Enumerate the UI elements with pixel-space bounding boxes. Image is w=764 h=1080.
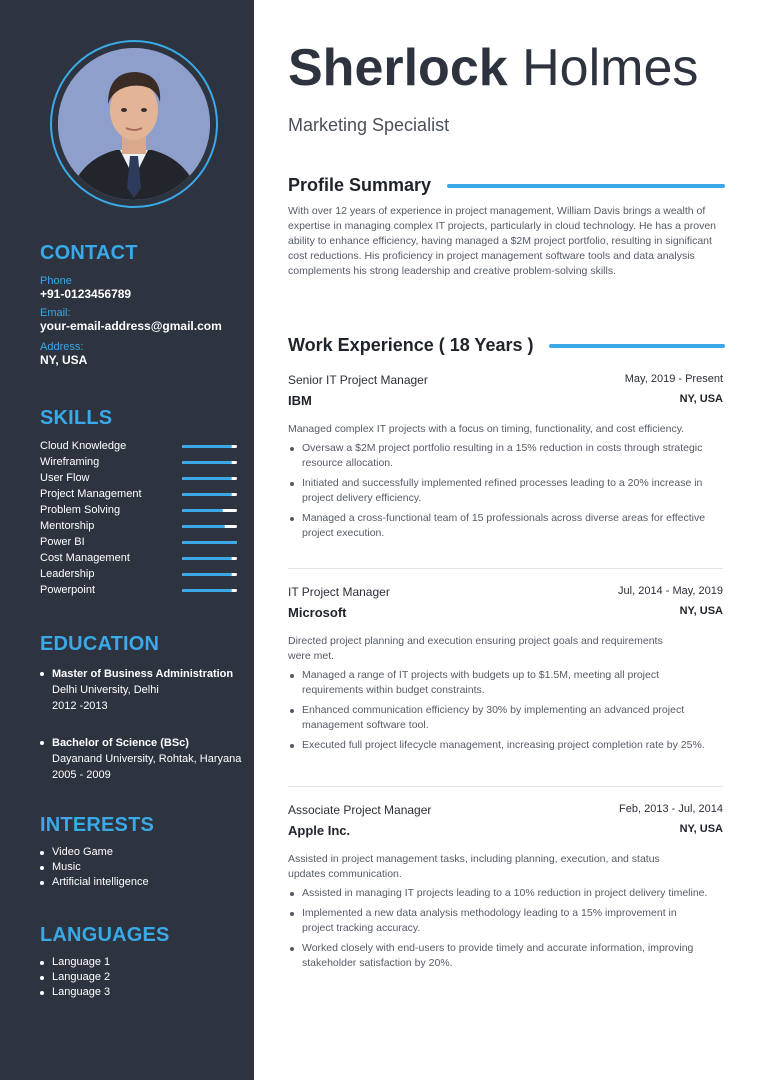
languages-list [40,955,250,1000]
interests-section [40,814,250,890]
skill-level-bar [182,573,237,576]
language-item: Language 2 [40,970,250,985]
skill-row [40,518,250,534]
education-years: 2005 - 2009 [52,769,111,781]
address-label: Address: [40,341,84,353]
skill-row [40,454,250,470]
job-bullets [288,441,723,541]
job-bullet: Managed a cross-functional team of 15 professionals across diverse areas for effective project execution. [288,511,708,541]
skill-level-bar [182,509,237,512]
job-company: Apple Inc. [288,823,351,838]
skill-level-fill [182,557,232,560]
skill-row [40,550,250,566]
education-section [40,633,250,783]
section-divider-line [447,184,725,188]
job-dates: Feb, 2013 - Jul, 2014 [619,803,723,815]
person-portrait-icon [58,48,210,200]
job-description: Directed project planning and execution ensuring project goals and requirements were met. [288,635,663,662]
skill-name: Power BI [40,536,85,548]
job-bullet: Managed a range of IT projects with budgets up to $1.5M, meeting all project requirements within budget constraints. [288,668,708,698]
skill-row [40,438,250,454]
skill-level-fill [182,541,237,544]
job-title: Marketing Specialist [288,115,450,135]
address-value: NY, USA [40,353,88,367]
job-bullet: Enhanced communication efficiency by 30% by implementing an advanced project management software tool. [288,703,708,733]
language-item: Language 1 [40,955,250,970]
job-dates: May, 2019 - Present [624,373,723,385]
job-bullet: Oversaw a $2M project portfolio resulting in a 15% reduction in costs through strategic resource allocation. [288,441,708,471]
job-bullet: Implemented a new data analysis methodology leading to a 15% improvement in project tracking accuracy. [288,906,708,936]
phone-label: Phone [40,275,72,287]
skill-name: Mentorship [40,520,95,532]
job-company: Microsoft [288,605,347,620]
summary-heading: Profile Summary [288,175,432,195]
job-location: NY, USA [679,823,723,835]
contact-heading: CONTACT [40,242,138,264]
job-entry [288,803,723,976]
skill-name: Problem Solving [40,504,121,516]
job-description: Managed complex IT projects with a focus on timing, functionality, and cost efficiency. [288,423,685,435]
skill-row [40,470,250,486]
education-item [40,666,250,714]
interest-item: Music [40,860,250,875]
job-bullets [288,886,723,971]
full-name [288,38,698,98]
skills-heading: SKILLS [40,407,113,429]
skill-level-fill [182,525,225,528]
job-bullet: Assisted in managing IT projects leading to a 10% reduction in project delivery timeline. [288,886,708,901]
skill-level-fill [182,573,232,576]
job-divider [288,568,723,569]
skill-level-bar [182,589,237,592]
job-entry [288,585,723,758]
job-bullet: Worked closely with end-users to provide timely and accurate information, improving stakeholder satisfaction by 20%. [288,941,708,971]
education-item [40,735,250,783]
skill-name: Powerpoint [40,584,96,596]
skill-level-bar [182,445,237,448]
skills-list [40,438,250,598]
skill-level-fill [182,493,232,496]
job-location: NY, USA [679,605,723,617]
skill-level-bar [182,541,237,544]
skill-level-bar [182,493,237,496]
skill-name: Cloud Knowledge [40,440,127,452]
skills-section [40,407,250,598]
skill-level-bar [182,477,237,480]
interests-heading: INTERESTS [40,814,155,836]
interest-item: Video Game [40,845,250,860]
skill-row [40,582,250,598]
education-heading: EDUCATION [40,633,160,655]
skill-level-fill [182,461,232,464]
education-years: 2012 -2013 [52,700,108,712]
skill-name: User Flow [40,472,90,484]
skill-row [40,486,250,502]
education-degree: Master of Business Administration [52,668,234,680]
job-role: Senior IT Project Manager [288,373,428,387]
last-name: Holmes [522,39,699,97]
skill-row [40,534,250,550]
profile-photo [58,48,210,200]
interest-item: Artificial intelligence [40,875,250,890]
skill-level-bar [182,461,237,464]
section-divider-line [549,344,725,348]
job-company: IBM [288,393,312,408]
sidebar [0,0,254,1080]
skill-name: Wireframing [40,456,100,468]
education-degree: Bachelor of Science (BSc) [52,737,189,749]
job-description: Assisted in project management tasks, including planning, execution, and status updates communication. [288,853,660,880]
summary-text: With over 12 years of experience in project management, William Davis brings a wealth of expertise in managing complex IT projects, particularly in cloud technology. He has a proven ability to enhance efficiency, having managed a $2M project portfolio, resulting in significant cost reductions. His proficiency in project management software tools and data analysis complements his strong leadership and creative problem-solving skills. [288,205,717,277]
job-bullets [288,668,723,753]
experience-header [288,335,725,356]
skill-level-fill [182,589,232,592]
job-location: NY, USA [679,393,723,405]
job-role: Associate Project Manager [288,803,432,817]
language-item: Language 3 [40,985,250,1000]
email-value: your-email-address@gmail.com [40,319,222,333]
skill-level-fill [182,477,232,480]
skill-level-bar [182,557,237,560]
skill-level-fill [182,509,223,512]
skill-row [40,502,250,518]
job-entry [288,373,723,546]
skill-name: Leadership [40,568,95,580]
job-role: IT Project Manager [288,585,390,599]
education-school: Dayanand University, Rohtak, Haryana [52,753,242,765]
profile-photo-frame [50,40,218,208]
job-bullet: Initiated and successfully implemented refined processes leading to a 20% increase in project delivery efficiency. [288,476,708,506]
skill-name: Cost Management [40,552,130,564]
skill-name: Project Management [40,488,142,500]
skill-row [40,566,250,582]
contact-section [40,242,250,367]
summary-header [288,175,725,196]
skill-level-fill [182,445,232,448]
education-school: Delhi University, Delhi [52,684,159,696]
phone-value: +91-0123456789 [40,287,132,301]
job-divider [288,786,723,787]
skill-level-bar [182,525,237,528]
email-label: Email: [40,307,71,319]
languages-heading: LANGUAGES [40,924,170,946]
languages-section [40,924,250,1000]
first-name: Sherlock [288,39,508,97]
interests-list [40,845,250,890]
job-dates: Jul, 2014 - May, 2019 [618,585,723,597]
experience-heading: Work Experience ( 18 Years ) [288,335,534,355]
job-bullet: Executed full project lifecycle management, increasing project completion rate by 25%. [288,738,708,753]
